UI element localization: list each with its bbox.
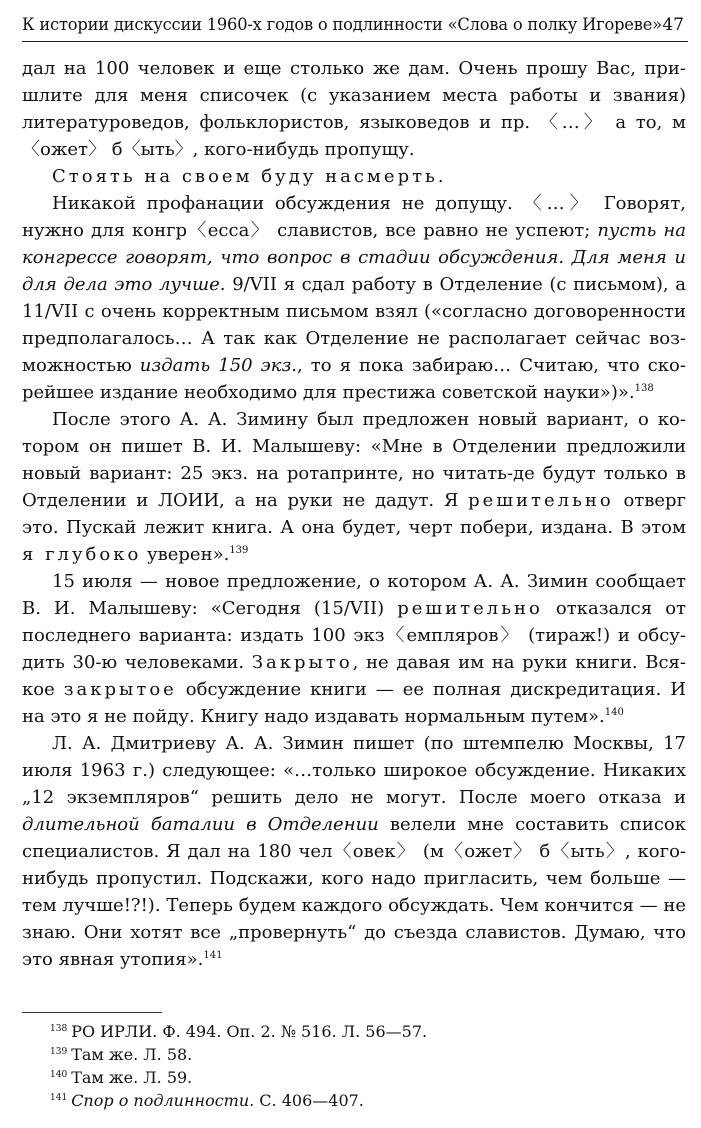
text-run: Никакой профанации обсуждения не допущу. 〈…〉 Говорят, нужно для конгр〈есса〉 славистов, все равно не успеют;	[22, 193, 686, 241]
text-run: дал на 100 человек и еще столько же дам. Очень прошу Вас, пришлите для меня списочек (с указанием места работы и звания) литературоведов, фольклористов, языковедов и пр. 〈…〉 а то, м〈ожет〉 б〈ыть〉, кого-нибудь пропущу.	[22, 58, 686, 160]
main-text	[22, 55, 686, 973]
running-header-title: К истории дискуссии 1960-х годов о подлинности «Слова о полку Игореве»	[22, 15, 662, 34]
spaced-emphasis-text: я глубоко	[22, 544, 142, 565]
footnote-text: Спор о подлинности.	[71, 1091, 255, 1110]
footnote	[50, 1089, 670, 1112]
italic-text: издать 150 экз.	[139, 355, 298, 376]
paragraph	[22, 163, 686, 190]
running-header	[22, 12, 688, 42]
footnote-ref[interactable]: 140	[604, 707, 624, 718]
footnote-number: 141	[50, 1093, 68, 1103]
paragraph	[22, 55, 686, 163]
text-run: велели мне составить список специалистов. Я дал на 180 чел〈овек〉 (м〈ожет〉 б〈ыть〉, кого-нибудь пропустил. Подскажи, кого надо пригласить, чем больше — тем лучше!?!). Теперь будем каждого обсуждать. Чем кончится — не знаю. Они хотят все „провернуть“ до съезда славистов. Думаю, что это явная утопия».	[22, 814, 686, 970]
text-run: После этого А. А. Зимину был предложен новый вариант, о котором он пишет В. И. Малышеву: «Мне в Отделении предложили новый вариант: 25 экз. на ротапринте, но читать-де будут только в Отделении и ЛОИИ, а на руки не дадут. Я	[22, 409, 686, 511]
footnote-text: РО ИРЛИ. Ф. 494. Оп. 2. № 516. Л. 56—57.	[71, 1022, 428, 1041]
text-run: , не давая им на руки книги. Всякое	[22, 652, 686, 700]
footnote-ref[interactable]: 141	[203, 950, 223, 961]
footnote-number: 139	[50, 1047, 68, 1057]
spaced-emphasis-text: Закрыто	[251, 652, 353, 673]
paragraph	[22, 190, 686, 406]
footnote-separator	[22, 1012, 162, 1013]
paragraph	[22, 730, 686, 973]
text-run: Л. А. Дмитриеву А. А. Зимин пишет (по штемпелю Москвы, 17 июля 1963 г.) следующее: «…только широкое обсуждение. Никаких „12 экземпляров“ решить дело не могут. После моего отказа и	[22, 733, 686, 808]
paragraph	[22, 568, 686, 730]
spaced-emphasis-text: решительно	[397, 598, 543, 619]
spaced-emphasis-text: Стоять на своем буду насмерть.	[52, 166, 447, 187]
text-run: 15 июля — новое предложение, о котором А. А. Зимин сообщает В. И. Малышеву: «Сегодня (15/VII)	[22, 571, 686, 619]
footnote	[50, 1043, 670, 1066]
text-run: обсуждение книги — ее полная дискредитация. И на это я не пойду. Книгу надо издавать нормальным путем».	[22, 679, 686, 727]
text-run: отверг это. Пускай лежит книга. А она будет, черт побери, издана. В этом	[22, 490, 686, 538]
italic-text: длительной баталии в Отделении	[22, 814, 379, 835]
footnote-number: 140	[50, 1070, 68, 1080]
footnotes	[50, 1020, 670, 1112]
footnote-number: 138	[50, 1024, 68, 1034]
footnote	[50, 1066, 670, 1089]
footnote-ref[interactable]: 139	[229, 545, 249, 556]
footnote-text: Там же. Л. 59.	[71, 1068, 193, 1087]
spaced-emphasis-text: решительно	[468, 490, 614, 511]
text-run: отказался от последнего варианта: издать 100 экз〈емпляров〉 (тираж!) и обсудить 30-ю человеками.	[22, 598, 686, 673]
footnote	[50, 1020, 670, 1043]
paragraph	[22, 406, 686, 568]
footnote-text: Там же. Л. 58.	[71, 1045, 193, 1064]
spaced-emphasis-text: закрытое	[63, 679, 177, 700]
footnote-pages: С. 406—407.	[254, 1091, 364, 1110]
text-run: 9/VII я сдал работу в Отделение (с письмом), а 11/VII с очень корректным письмом взял («согласно договоренности предполагалось… А так как Отделение не располагает сейчас возможностью	[22, 274, 687, 376]
page-number: 47	[662, 15, 684, 35]
italic-text: пусть на конгрессе говорят, что вопрос в стадии обсуждения. Для меня и для дела это лучше.	[22, 220, 686, 295]
text-run: уверен».	[141, 544, 230, 565]
text-run: , то я пока забираю… Считаю, что скорейшее издание необходимо для престижа советской науки»)».	[22, 355, 686, 403]
footnote-ref[interactable]: 138	[634, 383, 654, 394]
